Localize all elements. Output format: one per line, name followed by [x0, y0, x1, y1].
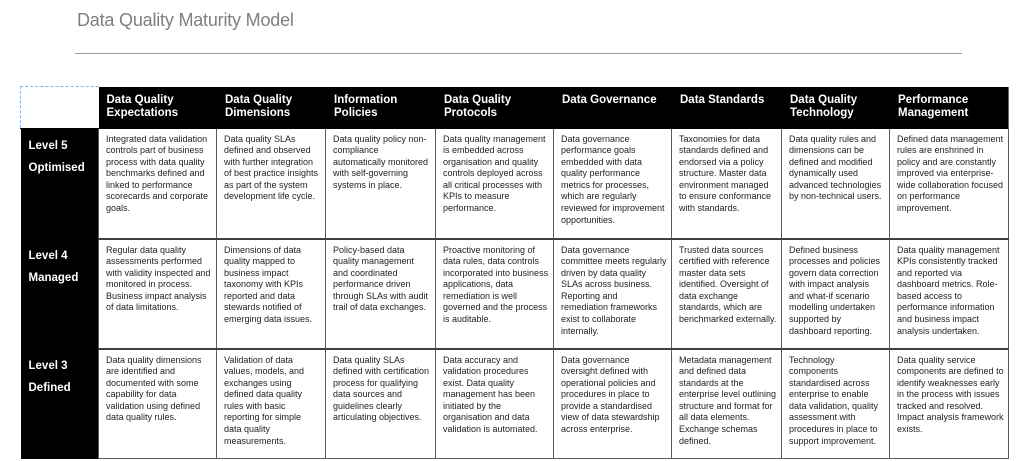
column-header-technology: Data Quality Technology [782, 87, 890, 129]
table-cell: Data quality SLAs defined with certification process for qualifying data sources and guidelines clearly articulating objectives. [326, 349, 436, 459]
table-cell: Validation of data values, models, and exchanges using defined data quality rules with basic reporting for simple data quality measurements. [217, 349, 326, 459]
column-header-expectations: Data Quality Expectations [99, 87, 217, 129]
column-header-protocols: Data Quality Protocols [436, 87, 554, 129]
table-cell: Data governance performance goals embedded with data quality performance metrics for processes, which are regularly reviewed for improvement opportunities. [554, 129, 672, 239]
header-row [21, 87, 1009, 129]
table-cell: Trusted data sources certified with reference master data sets identified. Oversight of data exchange standards, which are benchmarked externally. [672, 239, 782, 349]
table-cell: Data quality management KPIs consistently tracked and reported via dashboard metrics. Role-based access to performance information and business impact analysis undertaken. [890, 239, 1009, 349]
row-header-level-4: Level 4 Managed [21, 239, 99, 349]
column-header-dimensions: Data Quality Dimensions [217, 87, 326, 129]
table-cell: Metadata management and defined data standards at the enterprise level outlining structure and format for all data elements. Exchange schemas defined. [672, 349, 782, 459]
row-header-level-3: Level 3 Defined [21, 349, 99, 459]
table-cell: Regular data quality assessments performed with validity inspected and monitored in process. Business impact analysis of data limitations. [99, 239, 217, 349]
title-divider [75, 53, 962, 54]
page-title: Data Quality Maturity Model [77, 10, 294, 30]
table-cell: Data quality management is embedded across organisation and quality controls deployed across all critical processes with KPIs to measure performance. [436, 129, 554, 239]
table-cell: Proactive monitoring of data rules, data controls incorporated into business applications, data remediation is well governed and the process is auditable. [436, 239, 554, 349]
table-row-level-4 [21, 239, 1009, 349]
table-cell: Data quality policy non-compliance automatically monitored with self-governing systems in place. [326, 129, 436, 239]
column-header-governance: Data Governance [554, 87, 672, 129]
table-cell: Data quality SLAs defined and observed with further integration of best practice insights as part of the system development life cycle. [217, 129, 326, 239]
table-cell: Data governance committee meets regularly driven by data quality SLAs across business. Reporting and remediation frameworks exist to collaborate internally. [554, 239, 672, 349]
table-row-level-3 [21, 349, 1009, 459]
column-header-performance: Performance Management [890, 87, 1009, 129]
table-cell: Technology components standardised across enterprise to enable data validation, quality assessment with procedures in place to support improvement. [782, 349, 890, 459]
table-cell: Data governance oversight defined with operational policies and procedures in place to provide a standardised view of data stewardship across enterprise. [554, 349, 672, 459]
table-cell: Data quality service components are defined to identify weaknesses early in the process with issues tracked and resolved. Impact analysis framework exists. [890, 349, 1009, 459]
row-header-level-5: Level 5 Optimised [21, 129, 99, 239]
table-row-level-5 [21, 129, 1009, 239]
table-cell: Dimensions of data quality mapped to business impact taxonomy with KPIs reported and data stewards notified of emerging data issues. [217, 239, 326, 349]
table-cell: Policy-based data quality management and coordinated performance driven through SLAs with audit trail of data exchanges. [326, 239, 436, 349]
table-cell: Taxonomies for data standards defined and endorsed via a policy structure. Master data environment managed to ensure conformance with standards. [672, 129, 782, 239]
table-cell: Defined data management rules are enshrined in policy and are constantly improved via enterprise-wide collaboration focused on performance improvement. [890, 129, 1009, 239]
table-cell: Integrated data validation controls part of business process with data quality benchmarks defined and linked to performance scorecards and corporate goals. [99, 129, 217, 239]
maturity-model-table [20, 86, 1009, 459]
table-cell: Defined business processes and policies govern data correction with impact analysis and what-if scenario modelling undertaken supported by dashboard reporting. [782, 239, 890, 349]
table-cell: Data accuracy and validation procedures exist. Data quality management has been initiated by the organisation and data validation is automated. [436, 349, 554, 459]
column-header-policies: Information Policies [326, 87, 436, 129]
table-cell: Data quality dimensions are identified and documented with some capability for data validation using defined data quality rules. [99, 349, 217, 459]
table-corner [21, 87, 99, 129]
column-header-standards: Data Standards [672, 87, 782, 129]
table-cell: Data quality rules and dimensions can be defined and modified dynamically used advanced technologies by non-technical users. [782, 129, 890, 239]
